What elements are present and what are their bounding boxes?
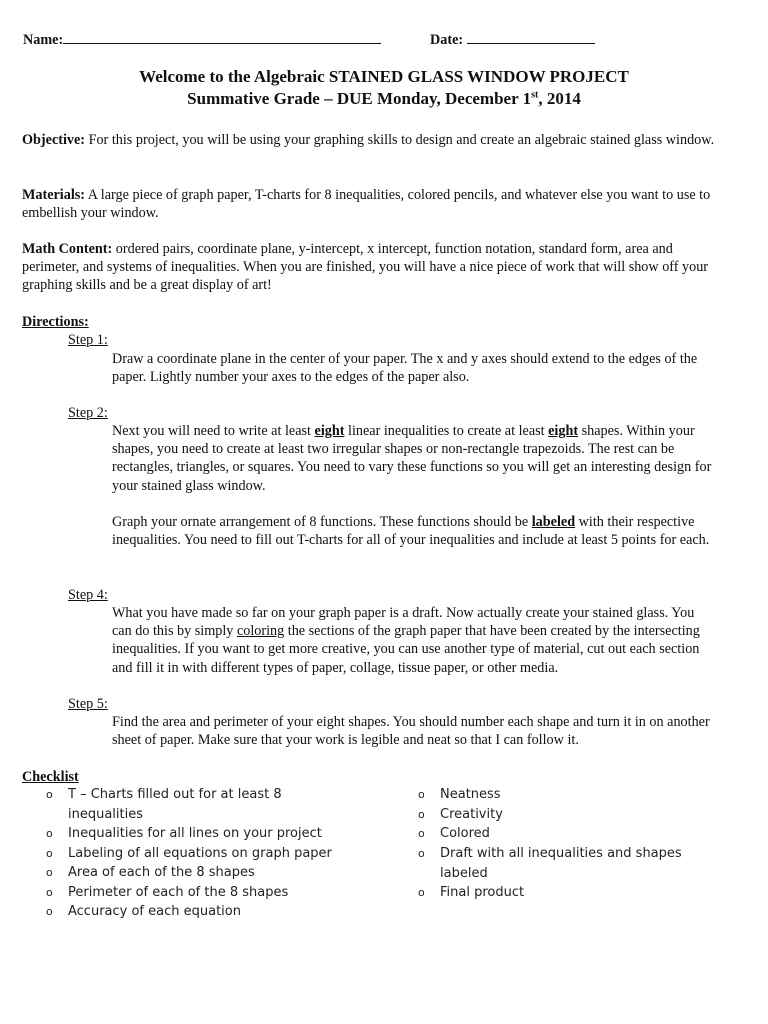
step2-paragraph-1 [112, 422, 714, 495]
bullet-icon: o [418, 847, 425, 860]
checklist-item-label: Area of each of the 8 shapes [68, 865, 255, 880]
date-field [430, 31, 595, 49]
step2-p2-text-b: with their respective inequalities. You need to fill out T-charts for all of your inequalities and include at least 5 points for each. [112, 514, 710, 549]
checklist-item-label: Final product [440, 885, 525, 900]
objective-label: Objective: [22, 132, 86, 148]
objective-paragraph [22, 131, 722, 149]
checklist-item [46, 902, 358, 922]
step2-p2-text-a: Graph your ornate arrangement of 8 functions. These functions should be [112, 514, 532, 530]
step2-text-a: Next you will need to write at least [112, 423, 315, 439]
checklist-item [418, 844, 715, 883]
step4-text [112, 604, 714, 677]
checklist-item-label: Creativity [440, 807, 503, 822]
checklist-item-label: Colored [440, 826, 490, 841]
step5-text: Find the area and perimeter of your eight shapes. You should number each shape and turn it in on another sheet of paper. Make sure that your work is legible and neat so that I can follow it. [112, 714, 710, 749]
page-subtitle [0, 89, 768, 109]
math-content-text: ordered pairs, coordinate plane, y-intercept, x intercept, function notation, standard form, area and perimeter, and systems of inequalities. When you are finished, you will have a nice piece of work that will show off your graphing skills and be a great display of art! [22, 241, 709, 294]
checklist-item-label: Inequalities for all lines on your project [68, 826, 322, 841]
checklist-item [46, 863, 358, 883]
bullet-icon: o [46, 827, 53, 840]
checklist-item-label: Draft with all inequalities and shapes labeled [440, 846, 682, 881]
bullet-icon: o [418, 808, 425, 821]
subtitle-superscript: st [531, 89, 539, 101]
objective-text: For this project, you will be using your graphing skills to design and create an algebraic stained glass window. [85, 132, 715, 148]
date-label: Date: [430, 32, 464, 48]
bullet-icon: o [418, 827, 425, 840]
step1-text: Draw a coordinate plane in the center of your paper. The x and y axes should extend to the edges of the paper. Lightly number your axes to the edges of the paper also. [112, 351, 698, 386]
bullet-icon: o [46, 905, 53, 918]
materials-text: A large piece of graph paper, T-charts for 8 inequalities, colored pencils, and whatever else you want to use to embellish your window. [22, 187, 711, 222]
checklist-item-label: Accuracy of each equation [68, 904, 241, 919]
bullet-icon: o [46, 847, 53, 860]
checklist-item [418, 883, 730, 903]
step4-text-a: What you have made so far on your graph paper is a draft. Now actually create your stained glass. You can do this by simply [112, 605, 695, 640]
bullet-icon: o [418, 886, 425, 899]
bullet-icon: o [46, 866, 53, 879]
step2-text-c: shapes. Within your shapes, you need to create at least two irregular shapes or non-rectangle trapezoids. The rest can be rectangles, triangles, or squares. You need to vary these functions so you will get an interesting design for your stained glass window. [112, 423, 712, 494]
checklist-item [418, 785, 730, 805]
checklist-item [46, 844, 358, 864]
math-content-label: Math Content: [22, 241, 113, 257]
checklist-item [418, 824, 730, 844]
step4-label: Step 4: [68, 587, 108, 603]
math-content-paragraph [22, 240, 722, 295]
name-field [23, 31, 381, 49]
checklist-item-label: Perimeter of each of the 8 shapes [68, 885, 289, 900]
step2-label: Step 2: [68, 405, 108, 421]
step2-emphasis-eight-2: eight [548, 423, 579, 439]
step1-label: Step 1: [68, 332, 108, 348]
directions-heading: Directions: [22, 314, 89, 330]
checklist-item-label: T – Charts filled out for at least 8 inequalities [68, 787, 282, 822]
step4-emphasis-coloring: coloring [236, 623, 285, 640]
subtitle-suffix: , 2014 [538, 89, 581, 108]
step2-paragraph-2 [112, 513, 714, 549]
bullet-icon: o [418, 788, 425, 801]
checklist-item [46, 785, 338, 824]
materials-paragraph [22, 186, 722, 222]
checklist-item [46, 883, 358, 903]
name-blank [63, 31, 381, 44]
step2-text-b: linear inequalities to create at least [344, 423, 549, 439]
step4-text-b: the sections of the graph paper that have been created by the intersecting inequalities. If you want to get more creative, you can use another type of material, cut out each section and fill it in with different types of paper, collage, tissue paper, or other media. [112, 623, 700, 676]
checklist-item [46, 824, 358, 844]
step2-emphasis-labeled: labeled [531, 514, 576, 530]
checklist-item-label: Neatness [440, 787, 501, 802]
checklist-heading: Checklist [22, 769, 79, 785]
materials-label: Materials: [22, 187, 86, 203]
step2-emphasis-eight-1: eight [314, 423, 345, 439]
bullet-icon: o [46, 788, 53, 801]
date-blank [467, 31, 595, 44]
name-label: Name: [23, 32, 64, 48]
page-title: Welcome to the Algebraic STAINED GLASS WINDOW PROJECT [139, 67, 629, 86]
subtitle-prefix: Summative Grade – DUE Monday, December 1 [187, 89, 532, 108]
step5-label: Step 5: [68, 696, 108, 712]
bullet-icon: o [46, 886, 53, 899]
checklist-item [418, 805, 730, 825]
checklist-item-label: Labeling of all equations on graph paper [68, 846, 332, 861]
